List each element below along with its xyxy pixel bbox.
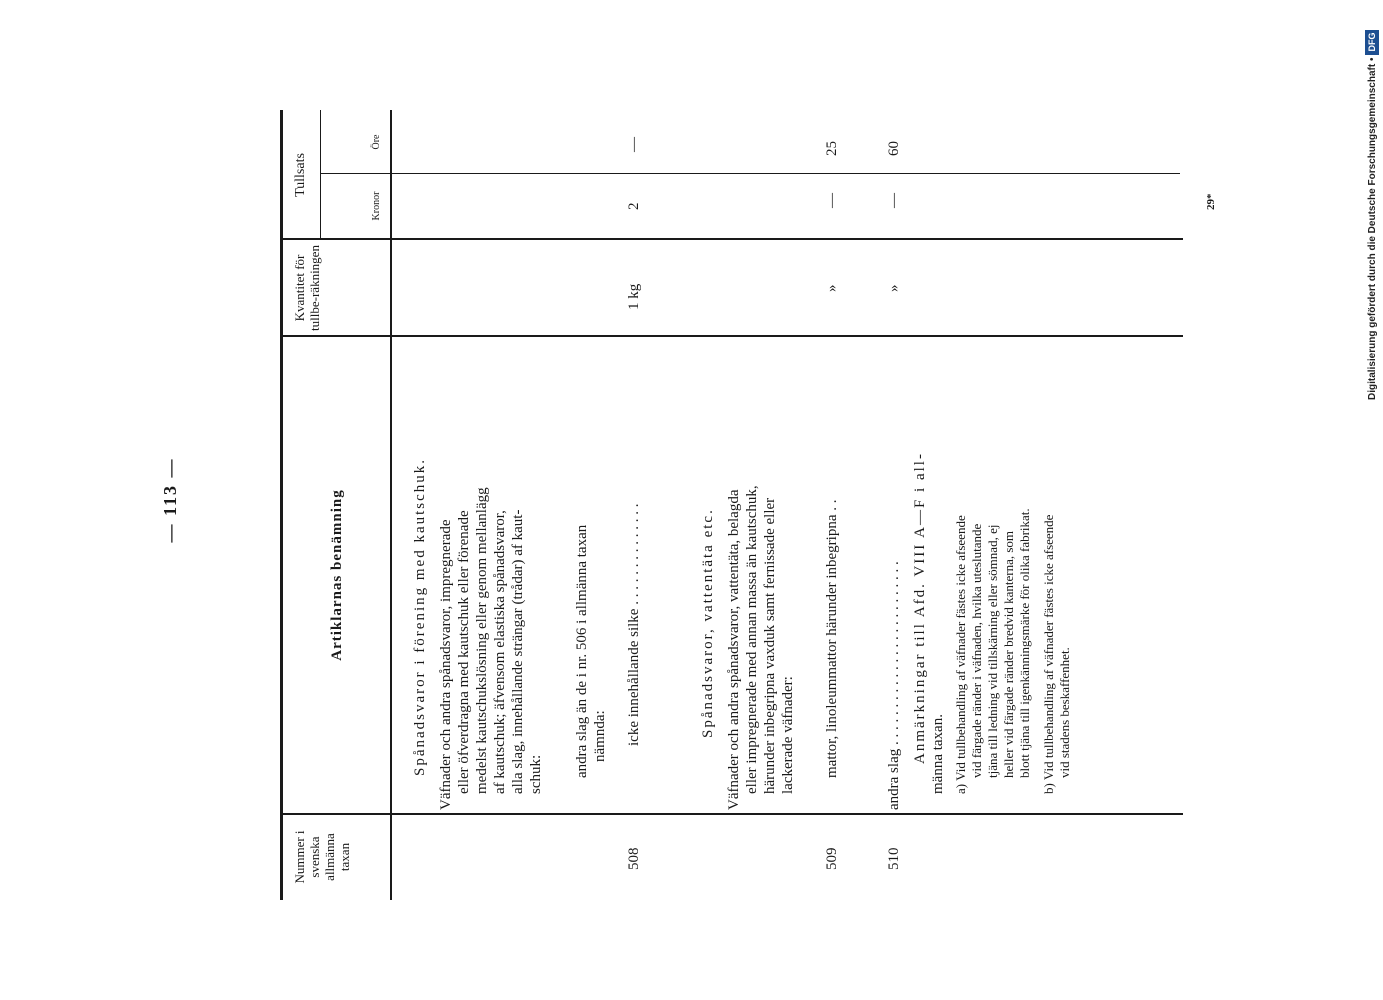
header-ore: Öre <box>371 134 382 150</box>
row-name: icke innehållande silke . . . . . . . . . . . . . . <box>626 503 642 746</box>
note-a-line: vid färgade ränder i väfnaden, hvilka uteslutande <box>969 523 984 778</box>
table-top-rule <box>280 110 283 900</box>
text-line: schuk: <box>528 754 544 794</box>
row-qty: 1 kg <box>626 283 642 310</box>
row-ore: 60 <box>886 141 902 156</box>
section-heading-kautschuk: Spånadsvaror i förening med kautschuk. <box>412 457 428 776</box>
text-line: medelst kautschukslösning eller genom mellanlägg <box>474 487 490 794</box>
col-divider-name <box>283 336 1183 338</box>
dfg-logo-badge: DFG <box>1365 30 1379 55</box>
text-line: Väfnader och andra spånadsvaror, vattentäta, belagda <box>726 489 742 810</box>
header-kronor: Kronor <box>371 191 382 221</box>
row-qty: » <box>886 284 902 292</box>
row-qty: » <box>824 284 840 292</box>
section-heading-vattentata: Spånadsvaror, vattentäta etc. <box>700 508 716 738</box>
attribution-text: Digitalisierung gefördert durch die Deutsche Forschungsgemeinschaft • <box>1367 57 1378 400</box>
header-qty: Kvantitet för tullbe-räkningen <box>292 245 322 331</box>
note-b-line: vid stadens beskaffenhet. <box>1057 647 1072 778</box>
row-number: 510 <box>886 847 902 870</box>
text-line: af kautschuk; äfvensom elastiska spånadsvaror, <box>492 510 508 794</box>
row-name: mattor, linoleummattor härunder inbegripna . . <box>824 499 840 778</box>
dfg-attribution <box>1365 8 1379 400</box>
text-line: alla slag, innehållande strängar (trådar) af kaut- <box>510 509 526 794</box>
note-a-line: heller vid färgade ränder bredvid kanterna, som <box>1001 530 1016 778</box>
note-a-line: a) Vid tullbehandling af väfnader fästes icke afseende <box>953 515 968 794</box>
page-number: — 113 — <box>160 457 180 543</box>
col-divider-number <box>283 814 1183 816</box>
row-number: 509 <box>824 847 840 870</box>
text-line: härunder inbegripna vaxduk samt fernissade eller <box>762 497 778 794</box>
header-name: Artiklarnas benämning <box>329 489 345 661</box>
row-kronor: — <box>824 193 840 208</box>
row-number: 508 <box>626 847 642 870</box>
text-line: andra slag än de i nr. 506 i allmänna taxan <box>574 524 590 778</box>
rate-sub-rule <box>320 110 321 240</box>
table-header-rule <box>390 110 392 900</box>
page-footer-signature: 29* <box>1205 193 1217 210</box>
col-divider-qty <box>283 239 1183 241</box>
note-a-line: tjäna till ledning vid tillskärning eller sömnad, ej <box>985 524 1000 778</box>
row-ore: 25 <box>824 141 840 156</box>
text-line: eller impregnerade med annan massa än kautschuk, <box>744 485 760 794</box>
row-kronor: 2 <box>626 202 642 210</box>
row-ore: — <box>626 137 642 152</box>
col-divider-rate <box>320 173 1180 174</box>
text-line: nämnda: <box>592 710 608 762</box>
text-line: lackerade väfnader: <box>780 676 796 794</box>
notes-title-cont: männa taxan. <box>930 714 946 794</box>
notes-title: Anmärkningar till Afd. VIII A—F i all- <box>912 452 928 764</box>
text-line: eller öfverdragna med kautschuk eller förenade <box>456 510 472 794</box>
note-b-line: b) Vid tullbehandling af väfnader fästes icke afseende <box>1041 514 1056 794</box>
text-line: Väfnader och andra spånadsvaror, impregnerade <box>438 519 454 810</box>
header-number: Nummer i svenska allmänna taxan <box>292 830 352 884</box>
header-rate: Tullsats <box>293 153 308 197</box>
row-kronor: — <box>886 193 902 208</box>
note-a-line: blott tjäna till igenkänningsmärke för olika fabrikat. <box>1017 508 1032 778</box>
row-name: andra slag . . . . . . . . . . . . . . . . . . . . . . . . . <box>886 561 902 810</box>
